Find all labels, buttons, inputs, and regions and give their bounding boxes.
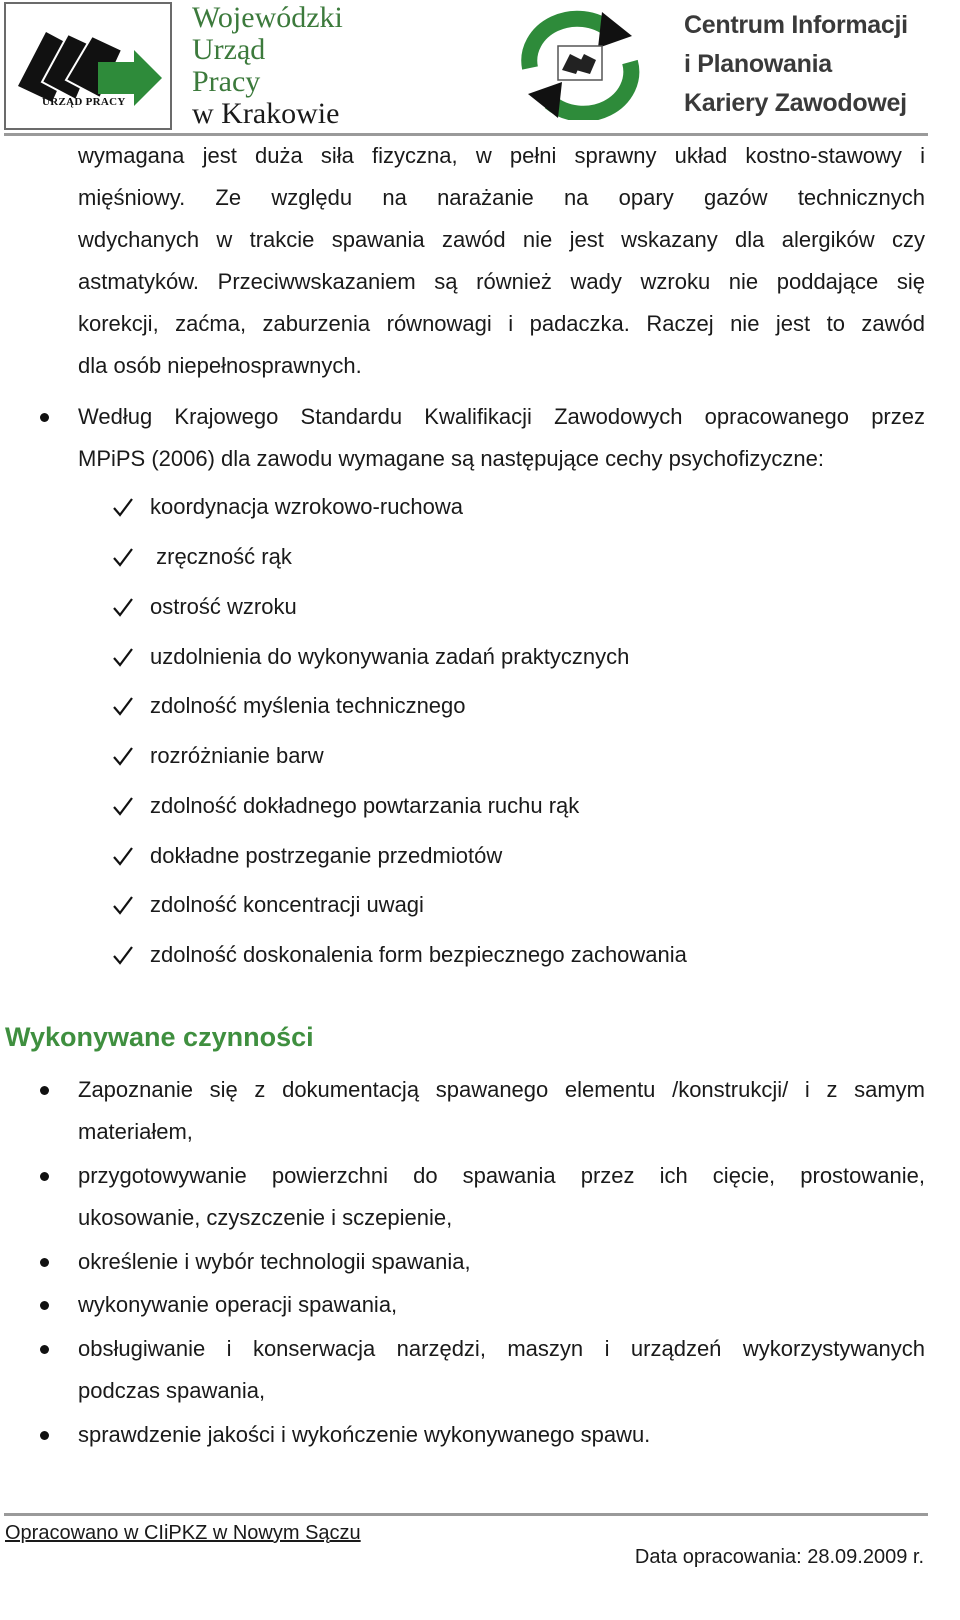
bullet-icon	[40, 1431, 49, 1440]
checkmark-icon	[110, 736, 138, 776]
text-line: korekcji, zaćma, zaburzenia równowagi i padaczka. Raczej nie jest to zawód	[78, 311, 925, 336]
checkmark-icon	[110, 686, 138, 726]
trait-label: ostrość wzroku	[150, 594, 297, 619]
section-heading: Wykonywane czynności	[5, 1022, 314, 1052]
list-item	[78, 1241, 925, 1283]
text-line: wdychanych w trakcie spawania zawód nie jest wskazany dla alergików czy	[78, 227, 925, 252]
checkmark-icon	[110, 537, 138, 577]
trait-label: dokładne postrzeganie przedmiotów	[150, 843, 503, 868]
text-line: podczas spawania,	[78, 1378, 266, 1403]
bullet-icon	[40, 413, 49, 422]
checkmark-icon	[110, 637, 138, 677]
wup-org-line: Pracy	[192, 65, 261, 98]
trait-label: koordynacja wzrokowo-ruchowa	[150, 494, 464, 519]
checkmark-icon	[110, 935, 138, 975]
text-line: dla osób niepełnosprawnych.	[78, 353, 362, 378]
bullet-icon	[40, 1172, 49, 1181]
intro-paragraph	[78, 135, 925, 387]
bullet-icon	[40, 1258, 49, 1267]
wup-logo	[4, 2, 172, 130]
cip-logo	[510, 10, 650, 125]
text-line: określenie i wybór technologii spawania,	[78, 1249, 471, 1274]
list-item	[78, 1414, 925, 1456]
bullet-icon	[40, 1301, 49, 1310]
footer-divider	[4, 1513, 928, 1516]
text-line: wymagana jest duża siła fizyczna, w pełni sprawny układ kostno-stawowy i	[78, 143, 925, 168]
cip-org-line: i Planowania	[684, 50, 832, 78]
text-line: obsługiwanie i konserwacja narzędzi, maszyn i urządzeń wykorzystywanych	[78, 1336, 925, 1361]
footer-source: Opracowano w CIiPKZ w Nowym Sączu	[5, 1522, 361, 1544]
text-line: astmatyków. Przeciwwskazaniem są również wady wzroku nie poddające się	[78, 269, 925, 294]
checkmark-icon	[110, 587, 138, 627]
text-line: Według Krajowego Standardu Kwalifikacji Zawodowych opracowanego przez	[78, 404, 925, 429]
list-item	[78, 1069, 925, 1153]
text-line: wykonywanie operacji spawania,	[78, 1292, 398, 1317]
list-item	[78, 1284, 925, 1326]
cip-org-line: Centrum Informacji	[684, 11, 908, 39]
bullet-icon	[40, 1345, 49, 1354]
trait-label: rozróżnianie barw	[150, 743, 324, 768]
footer-date: Data opracowania: 28.09.2009 r.	[634, 1546, 924, 1568]
checkmark-icon	[110, 885, 138, 925]
trait-label: zdolność doskonalenia form bezpiecznego zachowania	[150, 942, 687, 967]
list-item	[78, 1328, 925, 1412]
cip-org-name	[684, 6, 954, 123]
wup-logo-caption: URZĄD PRACY	[42, 96, 126, 108]
wup-org-line: Urząd	[192, 33, 266, 66]
text-line: mięśniowy. Ze względu na narażanie na opary gazów technicznych	[78, 185, 925, 210]
cip-org-line: Kariery Zawodowej	[684, 89, 907, 117]
trait-label: zręczność rąk	[150, 544, 292, 569]
standard-bullet	[78, 396, 925, 480]
text-line: ukosowanie, czyszczenie i sczepienie,	[78, 1205, 453, 1230]
text-line: MPiPS (2006) dla zawodu wymagane są następujące cechy psychofizyczne:	[78, 446, 824, 471]
list-item	[78, 1155, 925, 1239]
wup-org-line: w Krakowie	[192, 97, 340, 130]
text-line: materiałem,	[78, 1119, 193, 1144]
trait-label: uzdolnienia do wykonywania zadań praktycznych	[150, 644, 630, 669]
wup-logo-graphic-icon	[6, 4, 174, 132]
trait-label: zdolność myślenia technicznego	[150, 693, 466, 718]
page-header	[4, 2, 956, 130]
checkmark-icon	[110, 786, 138, 826]
checkmark-icon	[110, 836, 138, 876]
trait-label: zdolność koncentracji uwagi	[150, 892, 424, 917]
wup-org-name	[192, 2, 392, 130]
bullet-icon	[40, 1086, 49, 1095]
text-line: sprawdzenie jakości i wykończenie wykonywanego spawu.	[78, 1422, 651, 1447]
recycle-arrows-icon	[510, 10, 650, 120]
wup-org-line: Wojewódzki	[192, 1, 343, 34]
trait-label: zdolność dokładnego powtarzania ruchu rąk	[150, 793, 580, 818]
text-line: Zapoznanie się z dokumentacją spawanego elementu /konstrukcji/ i z samym	[78, 1077, 925, 1102]
text-line: przygotowywanie powierzchni do spawania przez ich cięcie, prostowanie,	[78, 1163, 925, 1188]
checkmark-icon	[110, 487, 138, 527]
